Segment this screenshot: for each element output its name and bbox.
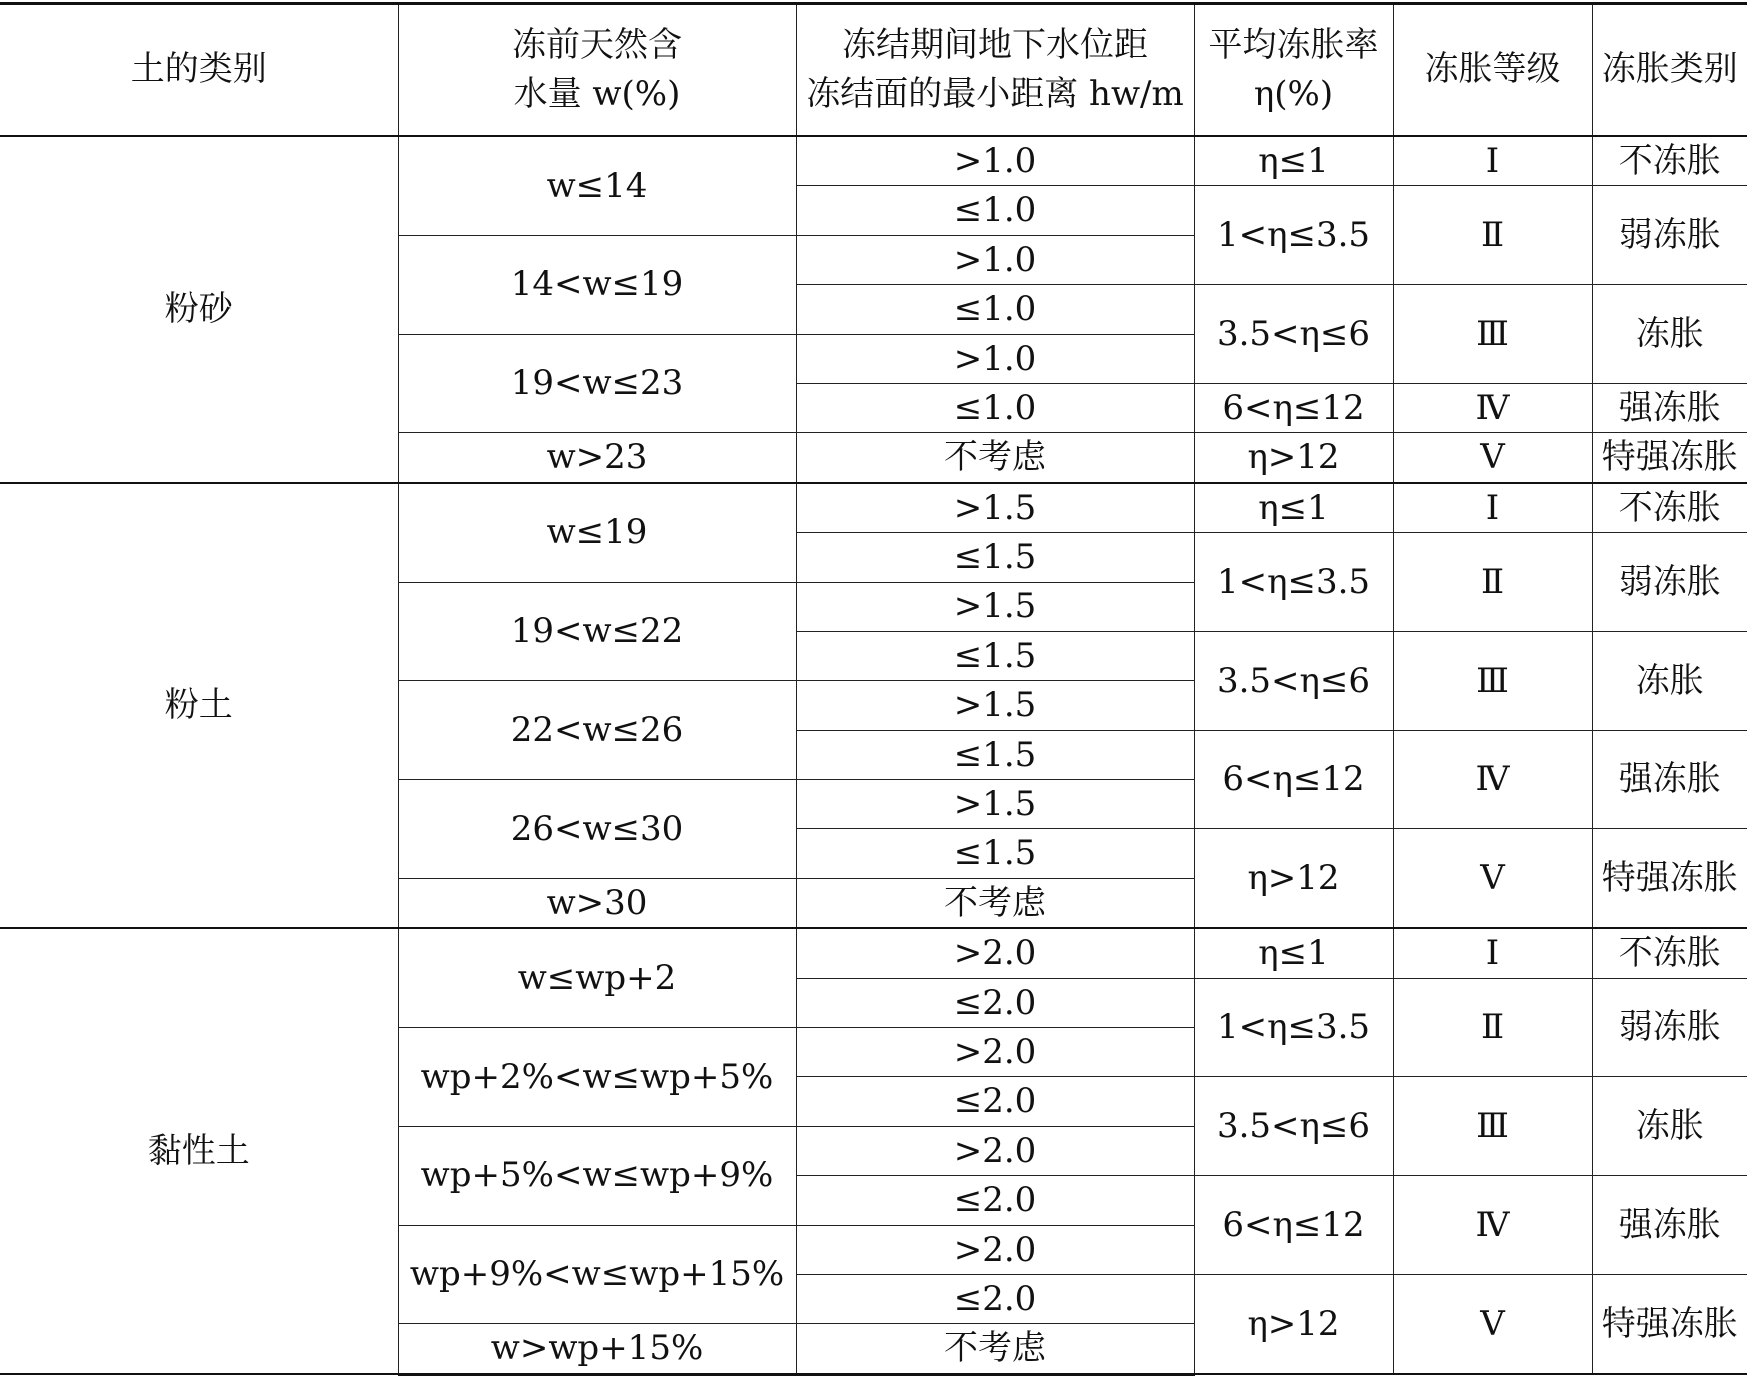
water-content-cell: w≤19 bbox=[398, 483, 796, 582]
frost-heave-grade-cell: Ⅲ bbox=[1393, 285, 1592, 384]
water-content-cell: 19<w≤22 bbox=[398, 582, 796, 681]
frost-heave-rate-cell: 6<η≤12 bbox=[1194, 1176, 1393, 1275]
frost-heave-rate-cell: 3.5<η≤6 bbox=[1194, 631, 1393, 730]
groundwater-distance-cell: >2.0 bbox=[796, 1126, 1194, 1175]
groundwater-distance-cell: >1.5 bbox=[796, 780, 1194, 829]
table-body bbox=[0, 136, 1747, 1374]
frost-heave-grade-cell: Ⅴ bbox=[1393, 829, 1592, 928]
table-row bbox=[0, 928, 1747, 978]
frost-heave-grade-cell: Ⅲ bbox=[1393, 1077, 1592, 1176]
groundwater-distance-cell: >1.0 bbox=[796, 334, 1194, 383]
water-content-cell: 22<w≤26 bbox=[398, 681, 796, 780]
frost-heave-grade-cell: Ⅴ bbox=[1393, 433, 1592, 483]
frost-heave-type-cell: 特强冻胀 bbox=[1592, 433, 1747, 483]
frost-heave-type-cell: 不冻胀 bbox=[1592, 928, 1747, 978]
frost-heave-rate-cell: η>12 bbox=[1194, 433, 1393, 483]
groundwater-distance-cell: >1.0 bbox=[796, 235, 1194, 284]
frost-heave-type-cell: 特强冻胀 bbox=[1592, 1274, 1747, 1374]
frost-heave-type-cell: 冻胀 bbox=[1592, 1077, 1747, 1176]
groundwater-distance-cell: ≤2.0 bbox=[796, 1176, 1194, 1225]
frost-heave-type-cell: 不冻胀 bbox=[1592, 136, 1747, 186]
water-content-cell: wp+2%<w≤wp+5% bbox=[398, 1028, 796, 1127]
frost-heave-rate-cell: η≤1 bbox=[1194, 928, 1393, 978]
frost-heave-grade-cell: Ⅰ bbox=[1393, 483, 1592, 533]
frost-heave-grade-cell: Ⅳ bbox=[1393, 1176, 1592, 1275]
frost-heave-type-cell: 冻胀 bbox=[1592, 285, 1747, 384]
frost-heave-rate-cell: 3.5<η≤6 bbox=[1194, 285, 1393, 384]
header-water-content bbox=[398, 4, 796, 137]
frost-heave-grade-cell: Ⅰ bbox=[1393, 136, 1592, 186]
water-content-cell: w>wp+15% bbox=[398, 1324, 796, 1374]
water-content-cell: wp+9%<w≤wp+15% bbox=[398, 1225, 796, 1324]
groundwater-distance-cell: >2.0 bbox=[796, 1225, 1194, 1274]
header-row bbox=[0, 4, 1747, 137]
groundwater-distance-cell: ≤1.5 bbox=[796, 829, 1194, 878]
frost-heave-rate-cell: η≤1 bbox=[1194, 136, 1393, 186]
water-content-cell: 14<w≤19 bbox=[398, 235, 796, 334]
header-frost-heave-rate-line1: 平均冻胀率 bbox=[1208, 24, 1379, 65]
groundwater-distance-cell: 不考虑 bbox=[796, 1324, 1194, 1374]
groundwater-distance-cell: 不考虑 bbox=[796, 878, 1194, 928]
frost-heave-type-cell: 强冻胀 bbox=[1592, 730, 1747, 829]
frost-heave-type-cell: 弱冻胀 bbox=[1592, 533, 1747, 632]
frost-heave-grade-cell: Ⅲ bbox=[1393, 631, 1592, 730]
groundwater-distance-cell: ≤1.0 bbox=[796, 383, 1194, 432]
groundwater-distance-cell: >1.5 bbox=[796, 582, 1194, 631]
soil-type-cell: 粉砂 bbox=[0, 136, 398, 483]
frost-heave-classification-table bbox=[0, 2, 1747, 1376]
frost-heave-type-cell: 弱冻胀 bbox=[1592, 186, 1747, 285]
groundwater-distance-cell: ≤2.0 bbox=[796, 978, 1194, 1027]
soil-type-cell: 粉土 bbox=[0, 483, 398, 929]
frost-heave-rate-cell: 3.5<η≤6 bbox=[1194, 1077, 1393, 1176]
table-row bbox=[0, 483, 1747, 533]
header-water-content-line2: 水量 w(%) bbox=[513, 74, 681, 114]
header-groundwater-distance-line1: 冻结期间地下水位距 bbox=[842, 24, 1148, 65]
groundwater-distance-cell: ≤1.0 bbox=[796, 285, 1194, 334]
frost-heave-rate-cell: η≤1 bbox=[1194, 483, 1393, 533]
table-row bbox=[0, 136, 1747, 186]
groundwater-distance-cell: ≤1.5 bbox=[796, 533, 1194, 582]
frost-heave-type-cell: 冻胀 bbox=[1592, 631, 1747, 730]
groundwater-distance-cell: ≤1.5 bbox=[796, 730, 1194, 779]
frost-heave-grade-cell: Ⅱ bbox=[1393, 533, 1592, 632]
frost-heave-grade-cell: Ⅱ bbox=[1393, 978, 1592, 1077]
groundwater-distance-cell: >1.0 bbox=[796, 136, 1194, 186]
header-soil-type: 土的类别 bbox=[0, 4, 398, 137]
frost-heave-grade-cell: Ⅴ bbox=[1393, 1274, 1592, 1374]
water-content-cell: 19<w≤23 bbox=[398, 334, 796, 433]
header-frost-heave-rate-line2: η(%) bbox=[1253, 74, 1334, 114]
header-frost-heave-rate bbox=[1194, 4, 1393, 137]
frost-heave-grade-cell: Ⅳ bbox=[1393, 383, 1592, 432]
frost-heave-type-cell: 特强冻胀 bbox=[1592, 829, 1747, 928]
frost-heave-type-cell: 弱冻胀 bbox=[1592, 978, 1747, 1077]
groundwater-distance-cell: >2.0 bbox=[796, 1028, 1194, 1077]
frost-heave-type-cell: 不冻胀 bbox=[1592, 483, 1747, 533]
water-content-cell: w>30 bbox=[398, 878, 796, 928]
frost-heave-rate-cell: 1<η≤3.5 bbox=[1194, 978, 1393, 1077]
frost-heave-grade-cell: Ⅳ bbox=[1393, 730, 1592, 829]
groundwater-distance-cell: >1.5 bbox=[796, 681, 1194, 730]
groundwater-distance-cell: 不考虑 bbox=[796, 433, 1194, 483]
groundwater-distance-cell: ≤2.0 bbox=[796, 1077, 1194, 1126]
header-groundwater-distance bbox=[796, 4, 1194, 137]
frost-heave-type-cell: 强冻胀 bbox=[1592, 1176, 1747, 1275]
groundwater-distance-cell: >1.5 bbox=[796, 483, 1194, 533]
water-content-cell: wp+5%<w≤wp+9% bbox=[398, 1126, 796, 1225]
groundwater-distance-cell: ≤1.5 bbox=[796, 631, 1194, 680]
header-frost-heave-type: 冻胀类别 bbox=[1592, 4, 1747, 137]
groundwater-distance-cell: ≤1.0 bbox=[796, 186, 1194, 235]
frost-heave-rate-cell: 1<η≤3.5 bbox=[1194, 186, 1393, 285]
water-content-cell: w≤wp+2 bbox=[398, 928, 796, 1027]
frost-heave-rate-cell: 6<η≤12 bbox=[1194, 383, 1393, 432]
water-content-cell: 26<w≤30 bbox=[398, 780, 796, 879]
soil-type-cell: 黏性土 bbox=[0, 928, 398, 1374]
header-groundwater-distance-line2: 冻结面的最小距离 hw/m bbox=[806, 74, 1184, 114]
groundwater-distance-cell: ≤2.0 bbox=[796, 1274, 1194, 1323]
frost-heave-grade-cell: Ⅰ bbox=[1393, 928, 1592, 978]
frost-heave-rate-cell: 6<η≤12 bbox=[1194, 730, 1393, 829]
header-water-content-line1: 冻前天然含 bbox=[512, 24, 682, 65]
water-content-cell: w≤14 bbox=[398, 136, 796, 235]
groundwater-distance-cell: >2.0 bbox=[796, 928, 1194, 978]
frost-heave-rate-cell: 1<η≤3.5 bbox=[1194, 533, 1393, 632]
frost-heave-type-cell: 强冻胀 bbox=[1592, 383, 1747, 432]
water-content-cell: w>23 bbox=[398, 433, 796, 483]
frost-heave-rate-cell: η>12 bbox=[1194, 829, 1393, 928]
frost-heave-grade-cell: Ⅱ bbox=[1393, 186, 1592, 285]
header-frost-heave-grade: 冻胀等级 bbox=[1393, 4, 1592, 137]
frost-heave-rate-cell: η>12 bbox=[1194, 1274, 1393, 1374]
